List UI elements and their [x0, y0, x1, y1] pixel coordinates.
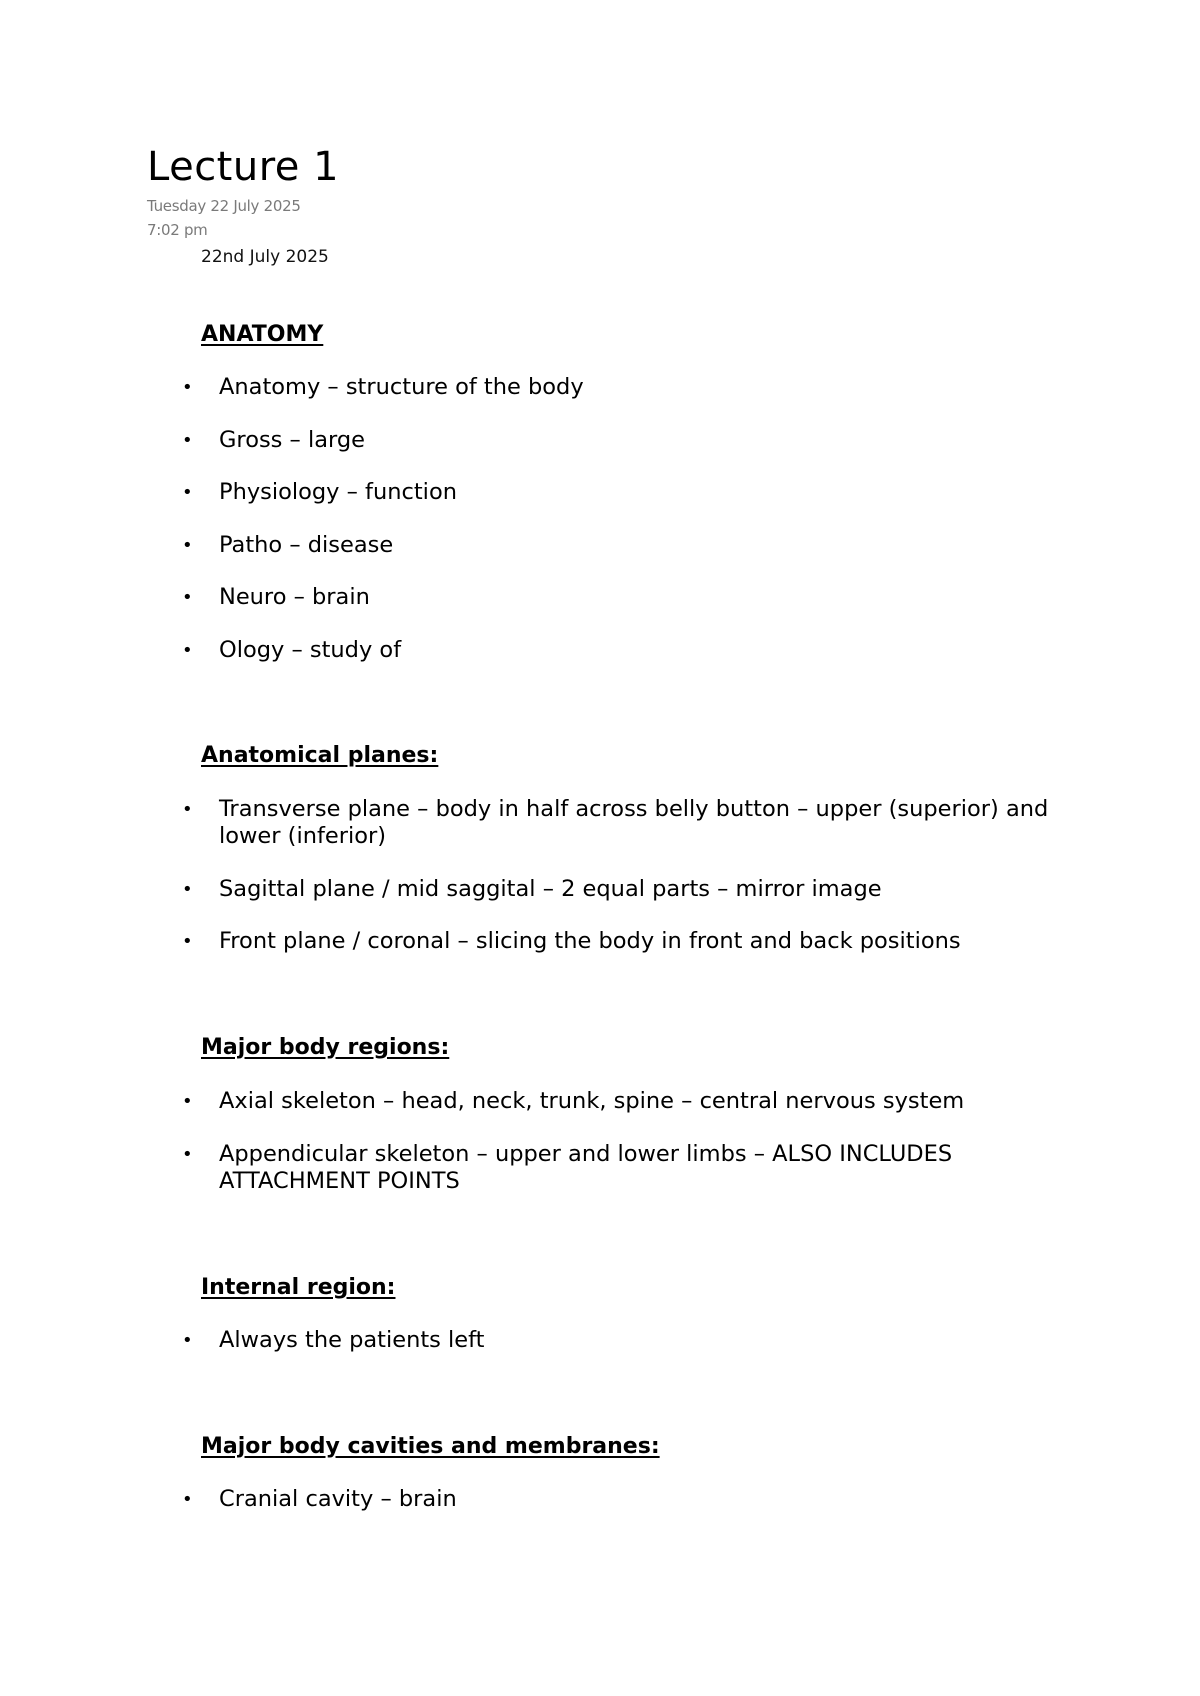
- list-item-text: Ology – study of: [219, 637, 402, 663]
- list-item-text: Sagittal plane / mid saggital – 2 equal parts – mirror image: [219, 876, 882, 902]
- list-item-text: Appendicular skeleton – upper and lower limbs – ALSO INCLUDES ATTACHMENT POINTS: [219, 1141, 953, 1194]
- bullet-icon: •: [182, 799, 193, 820]
- list-item-text: Gross – large: [219, 427, 365, 453]
- list-item-text: Axial skeleton – head, neck, trunk, spine – central nervous system: [219, 1088, 965, 1114]
- list-item-text: Transverse plane – body in half across belly button – upper (superior) and lower (inferior): [219, 796, 1049, 849]
- list-item-text: Cranial cavity – brain: [219, 1486, 457, 1512]
- bullet-icon: •: [182, 482, 193, 503]
- list-item-text: Always the patients left: [219, 1327, 485, 1353]
- bullet-icon: •: [182, 1489, 193, 1510]
- bullet-icon: •: [182, 535, 193, 556]
- page-time: 7:02 pm: [147, 221, 208, 239]
- list-item-text: Patho – disease: [219, 532, 394, 558]
- bullet-icon: •: [182, 1091, 193, 1112]
- bullet-icon: •: [182, 879, 193, 900]
- bullet-icon: •: [182, 1330, 193, 1351]
- list-item-text: Physiology – function: [219, 479, 457, 505]
- bullet-icon: •: [182, 587, 193, 608]
- page-title: Lecture 1: [147, 144, 340, 190]
- section-heading-major-body-regions: Major body regions:: [201, 1035, 450, 1060]
- section-heading-internal-region: Internal region:: [201, 1275, 396, 1300]
- bullet-icon: •: [182, 430, 193, 451]
- page-date: Tuesday 22 July 2025: [147, 197, 301, 215]
- section-heading-anatomy: ANATOMY: [201, 322, 324, 347]
- bullet-icon: •: [182, 377, 193, 398]
- list-item-text: Front plane / coronal – slicing the body in front and back positions: [219, 928, 961, 954]
- bullet-icon: •: [182, 931, 193, 952]
- section-heading-body-cavities: Major body cavities and membranes:: [201, 1434, 660, 1459]
- bullet-icon: •: [182, 640, 193, 661]
- list-item-text: Neuro – brain: [219, 584, 370, 610]
- list-item-text: Anatomy – structure of the body: [219, 374, 584, 400]
- note-date: 22nd July 2025: [201, 247, 329, 267]
- bullet-icon: •: [182, 1144, 193, 1165]
- section-heading-anatomical-planes: Anatomical planes:: [201, 743, 439, 768]
